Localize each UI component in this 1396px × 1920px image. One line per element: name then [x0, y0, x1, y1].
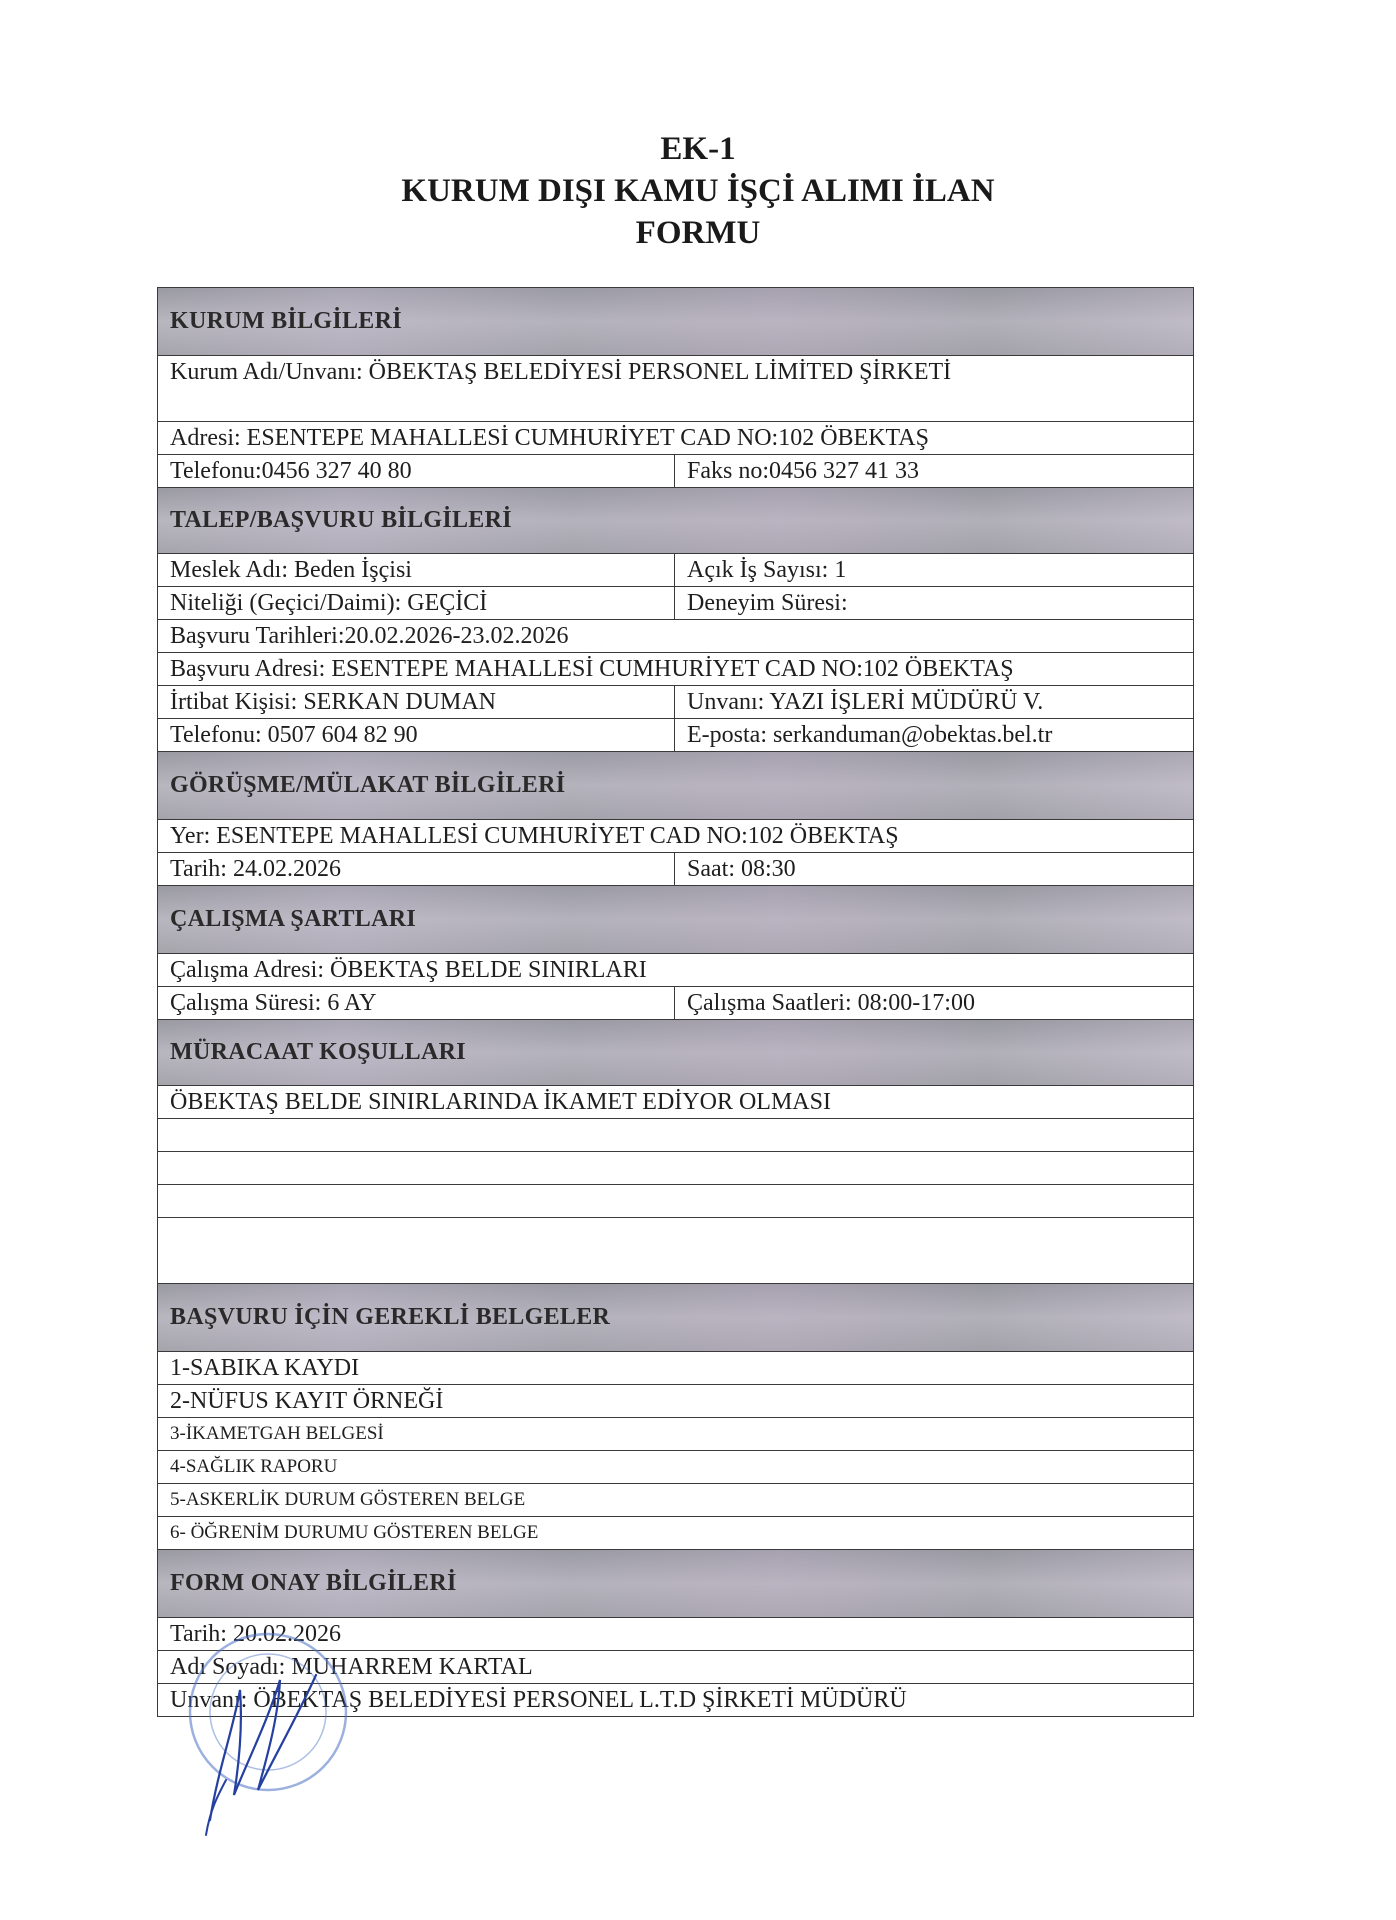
kurum-faks: Faks no:0456 327 41 33: [687, 458, 920, 484]
acik-is-sayisi: Açık İş Sayısı: 1: [687, 557, 847, 583]
gorusme-tarih: Tarih: 24.02.2026: [158, 853, 675, 885]
kurum-adres: Adresi: ESENTEPE MAHALLESİ CUMHURİYET CAD NO:102 ÖBEKTAŞ: [170, 425, 929, 451]
belge-item: 6- ÖĞRENİM DURUMU GÖSTEREN BELGE: [170, 1522, 539, 1543]
signature-stroke: [210, 1675, 316, 1820]
announcement-form: [157, 287, 1194, 1717]
belge-item: 4-SAĞLIK RAPORU: [170, 1456, 338, 1477]
belge-item: 2-NÜFUS KAYIT ÖRNEĞİ: [170, 1388, 444, 1414]
calisma-suresi: Çalışma Süresi: 6 AY: [158, 987, 675, 1019]
empty-row: [158, 1152, 1193, 1185]
section-header-muracaat: MÜRACAAT KOŞULLARI: [158, 1020, 1193, 1086]
deneyim-suresi: Deneyim Süresi:: [687, 590, 848, 616]
irtibat-telefonu: Telefonu: 0507 604 82 90: [158, 719, 675, 751]
niteligi: Niteliği (Geçici/Daimi): GEÇİCİ: [158, 587, 675, 619]
calisma-saatleri: Çalışma Saatleri: 08:00-17:00: [687, 990, 975, 1016]
onay-tarih: Tarih: 20.02.2026: [170, 1621, 341, 1647]
title-line-1: EK-1: [660, 131, 736, 167]
irtibat-eposta: E-posta: serkanduman@obektas.bel.tr: [687, 722, 1053, 748]
official-stamp-and-signature: [148, 1620, 383, 1855]
empty-row: [158, 1119, 1193, 1152]
meslek-adi: Meslek Adı: Beden İşçisi: [158, 554, 675, 586]
section-header-gorusme: GÖRÜŞME/MÜLAKAT BİLGİLERİ: [158, 752, 1193, 820]
belge-item: 5-ASKERLİK DURUM GÖSTEREN BELGE: [170, 1489, 526, 1510]
onay-adi-soyadi: Adı Soyadı: MUHARREM KARTAL: [170, 1654, 533, 1680]
section-header-belgeler: BAŞVURU İÇİN GEREKLİ BELGELER: [158, 1284, 1193, 1352]
belge-item: 1-SABIKA KAYDI: [170, 1355, 360, 1381]
kurum-telefon: Telefonu:0456 327 40 80: [158, 455, 675, 487]
muracaat-kosulu-1: ÖBEKTAŞ BELDE SINIRLARINDA İKAMET EDİYOR OLMASI: [170, 1089, 831, 1115]
onay-unvani: Unvanı: ÖBEKTAŞ BELEDİYESİ PERSONEL L.T.D ŞİRKETİ MÜDÜRÜ: [170, 1687, 907, 1713]
gorusme-yer: Yer: ESENTEPE MAHALLESİ CUMHURİYET CAD NO:102 ÖBEKTAŞ: [170, 823, 899, 849]
empty-row: [158, 1218, 1193, 1284]
section-header-kurum: KURUM BİLGİLERİ: [158, 288, 1193, 356]
belge-item: 3-İKAMETGAH BELGESİ: [170, 1423, 384, 1444]
basvuru-adresi: Başvuru Adresi: ESENTEPE MAHALLESİ CUMHURİYET CAD NO:102 ÖBEKTAŞ: [170, 656, 1014, 682]
gorusme-saat: Saat: 08:30: [687, 856, 796, 882]
section-header-onay: FORM ONAY BİLGİLERİ: [158, 1550, 1193, 1618]
calisma-adresi: Çalışma Adresi: ÖBEKTAŞ BELDE SINIRLARI: [170, 957, 647, 983]
section-header-calisma: ÇALIŞMA ŞARTLARI: [158, 886, 1193, 954]
form-title: [0, 128, 1396, 254]
title-line-2: KURUM DIŞI KAMU İŞÇİ ALIMI İLAN: [401, 173, 995, 209]
kurum-adi: Kurum Adı/Unvanı: ÖBEKTAŞ BELEDİYESİ PERSONEL LİMİTED ŞİRKETİ: [170, 359, 952, 385]
irtibat-unvani: Unvanı: YAZI İŞLERİ MÜDÜRÜ V.: [687, 689, 1044, 715]
section-header-talep: TALEP/BAŞVURU BİLGİLERİ: [158, 488, 1193, 554]
basvuru-tarihleri: Başvuru Tarihleri:20.02.2026-23.02.2026: [170, 623, 569, 649]
title-line-3: FORMU: [635, 215, 761, 251]
irtibat-kisisi: İrtibat Kişisi: SERKAN DUMAN: [158, 686, 675, 718]
empty-row: [158, 1185, 1193, 1218]
